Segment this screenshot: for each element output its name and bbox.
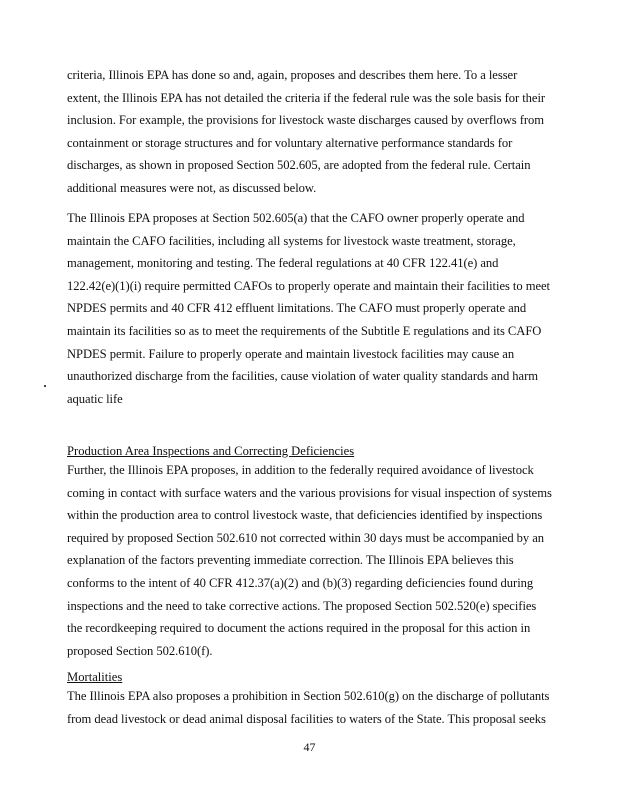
section-heading-mortalities: Mortalities (67, 670, 123, 684)
page-number: 47 (303, 740, 316, 754)
text-line: from dead livestock or dead animal disposal facilities to waters of the State. This proposal seeks (67, 711, 546, 726)
paragraph-production (67, 459, 567, 662)
text-line: aquatic life (67, 391, 123, 406)
text-line: NPDES permit. Failure to properly operate and maintain livestock facilities may cause an (67, 346, 515, 361)
text-line: maintain the CAFO facilities, including all systems for livestock waste treatment, storage, (67, 233, 516, 248)
text-line: The Illinois EPA also proposes a prohibition in Section 502.610(g) on the discharge of pollutants (67, 689, 550, 703)
text-line: containment or storage structures and for voluntary alternative performance standards for (67, 135, 513, 150)
text-line: maintain its facilities so as to meet the requirements of the Subtitle E regulations and its CAFO (67, 323, 542, 338)
text-line: management, monitoring and testing. The federal regulations at 40 CFR 122.41(e) and (67, 256, 499, 271)
text-line: coming in contact with surface waters and the various provisions for visual inspection of systems (67, 485, 552, 500)
text-line: required by proposed Section 502.610 not corrected within 30 days must be accompanied by an (67, 530, 545, 545)
text-line: the recordkeeping required to document the actions required in the proposal for this action in (67, 621, 531, 636)
paragraph-mortalities (67, 685, 567, 730)
text-line: unauthorized discharge from the facilities, cause violation of water quality standards and harm (67, 369, 538, 384)
text-line: criteria, Illinois EPA has done so and, again, proposes and describes them here. To a lesser (67, 68, 518, 82)
text-line: explanation of the factors preventing immediate correction. The Illinois EPA believes this (67, 553, 514, 568)
text-line: inclusion. For example, the provisions for livestock waste discharges caused by overflows from (67, 113, 545, 128)
text-line: inspections and the need to take corrective actions. The proposed Section 502.520(e) specifies (67, 598, 537, 613)
paragraph-2 (67, 207, 567, 410)
text-line: within the production area to control livestock waste, that deficiencies identified by inspections (67, 508, 543, 523)
scan-speck (44, 385, 46, 387)
text-line: conforms to the intent of 40 CFR 412.37(a)(2) and (b)(3) regarding deficiencies found during (67, 575, 534, 590)
text-line: Further, the Illinois EPA proposes, in addition to the federally required avoidance of livestock (67, 463, 534, 477)
text-line: extent, the Illinois EPA has not detailed the criteria if the federal rule was the sole basis for their (67, 90, 546, 105)
text-line: NPDES permits and 40 CFR 412 effluent limitations. The CAFO must properly operate and (67, 301, 527, 316)
text-line: 122.42(e)(1)(i) require permitted CAFOs to properly operate and maintain their facilities to meet (67, 278, 550, 293)
section-heading-production: Production Area Inspections and Correcting Deficiencies (67, 444, 355, 458)
text-line: additional measures were not, as discussed below. (67, 180, 317, 195)
text-line: proposed Section 502.610(f). (67, 643, 213, 658)
text-line: discharges, as shown in proposed Section 502.605, are adopted from the federal rule. Certain (67, 158, 531, 173)
paragraph-1 (67, 64, 567, 200)
text-line: The Illinois EPA proposes at Section 502.605(a) that the CAFO owner properly operate and (67, 211, 525, 225)
